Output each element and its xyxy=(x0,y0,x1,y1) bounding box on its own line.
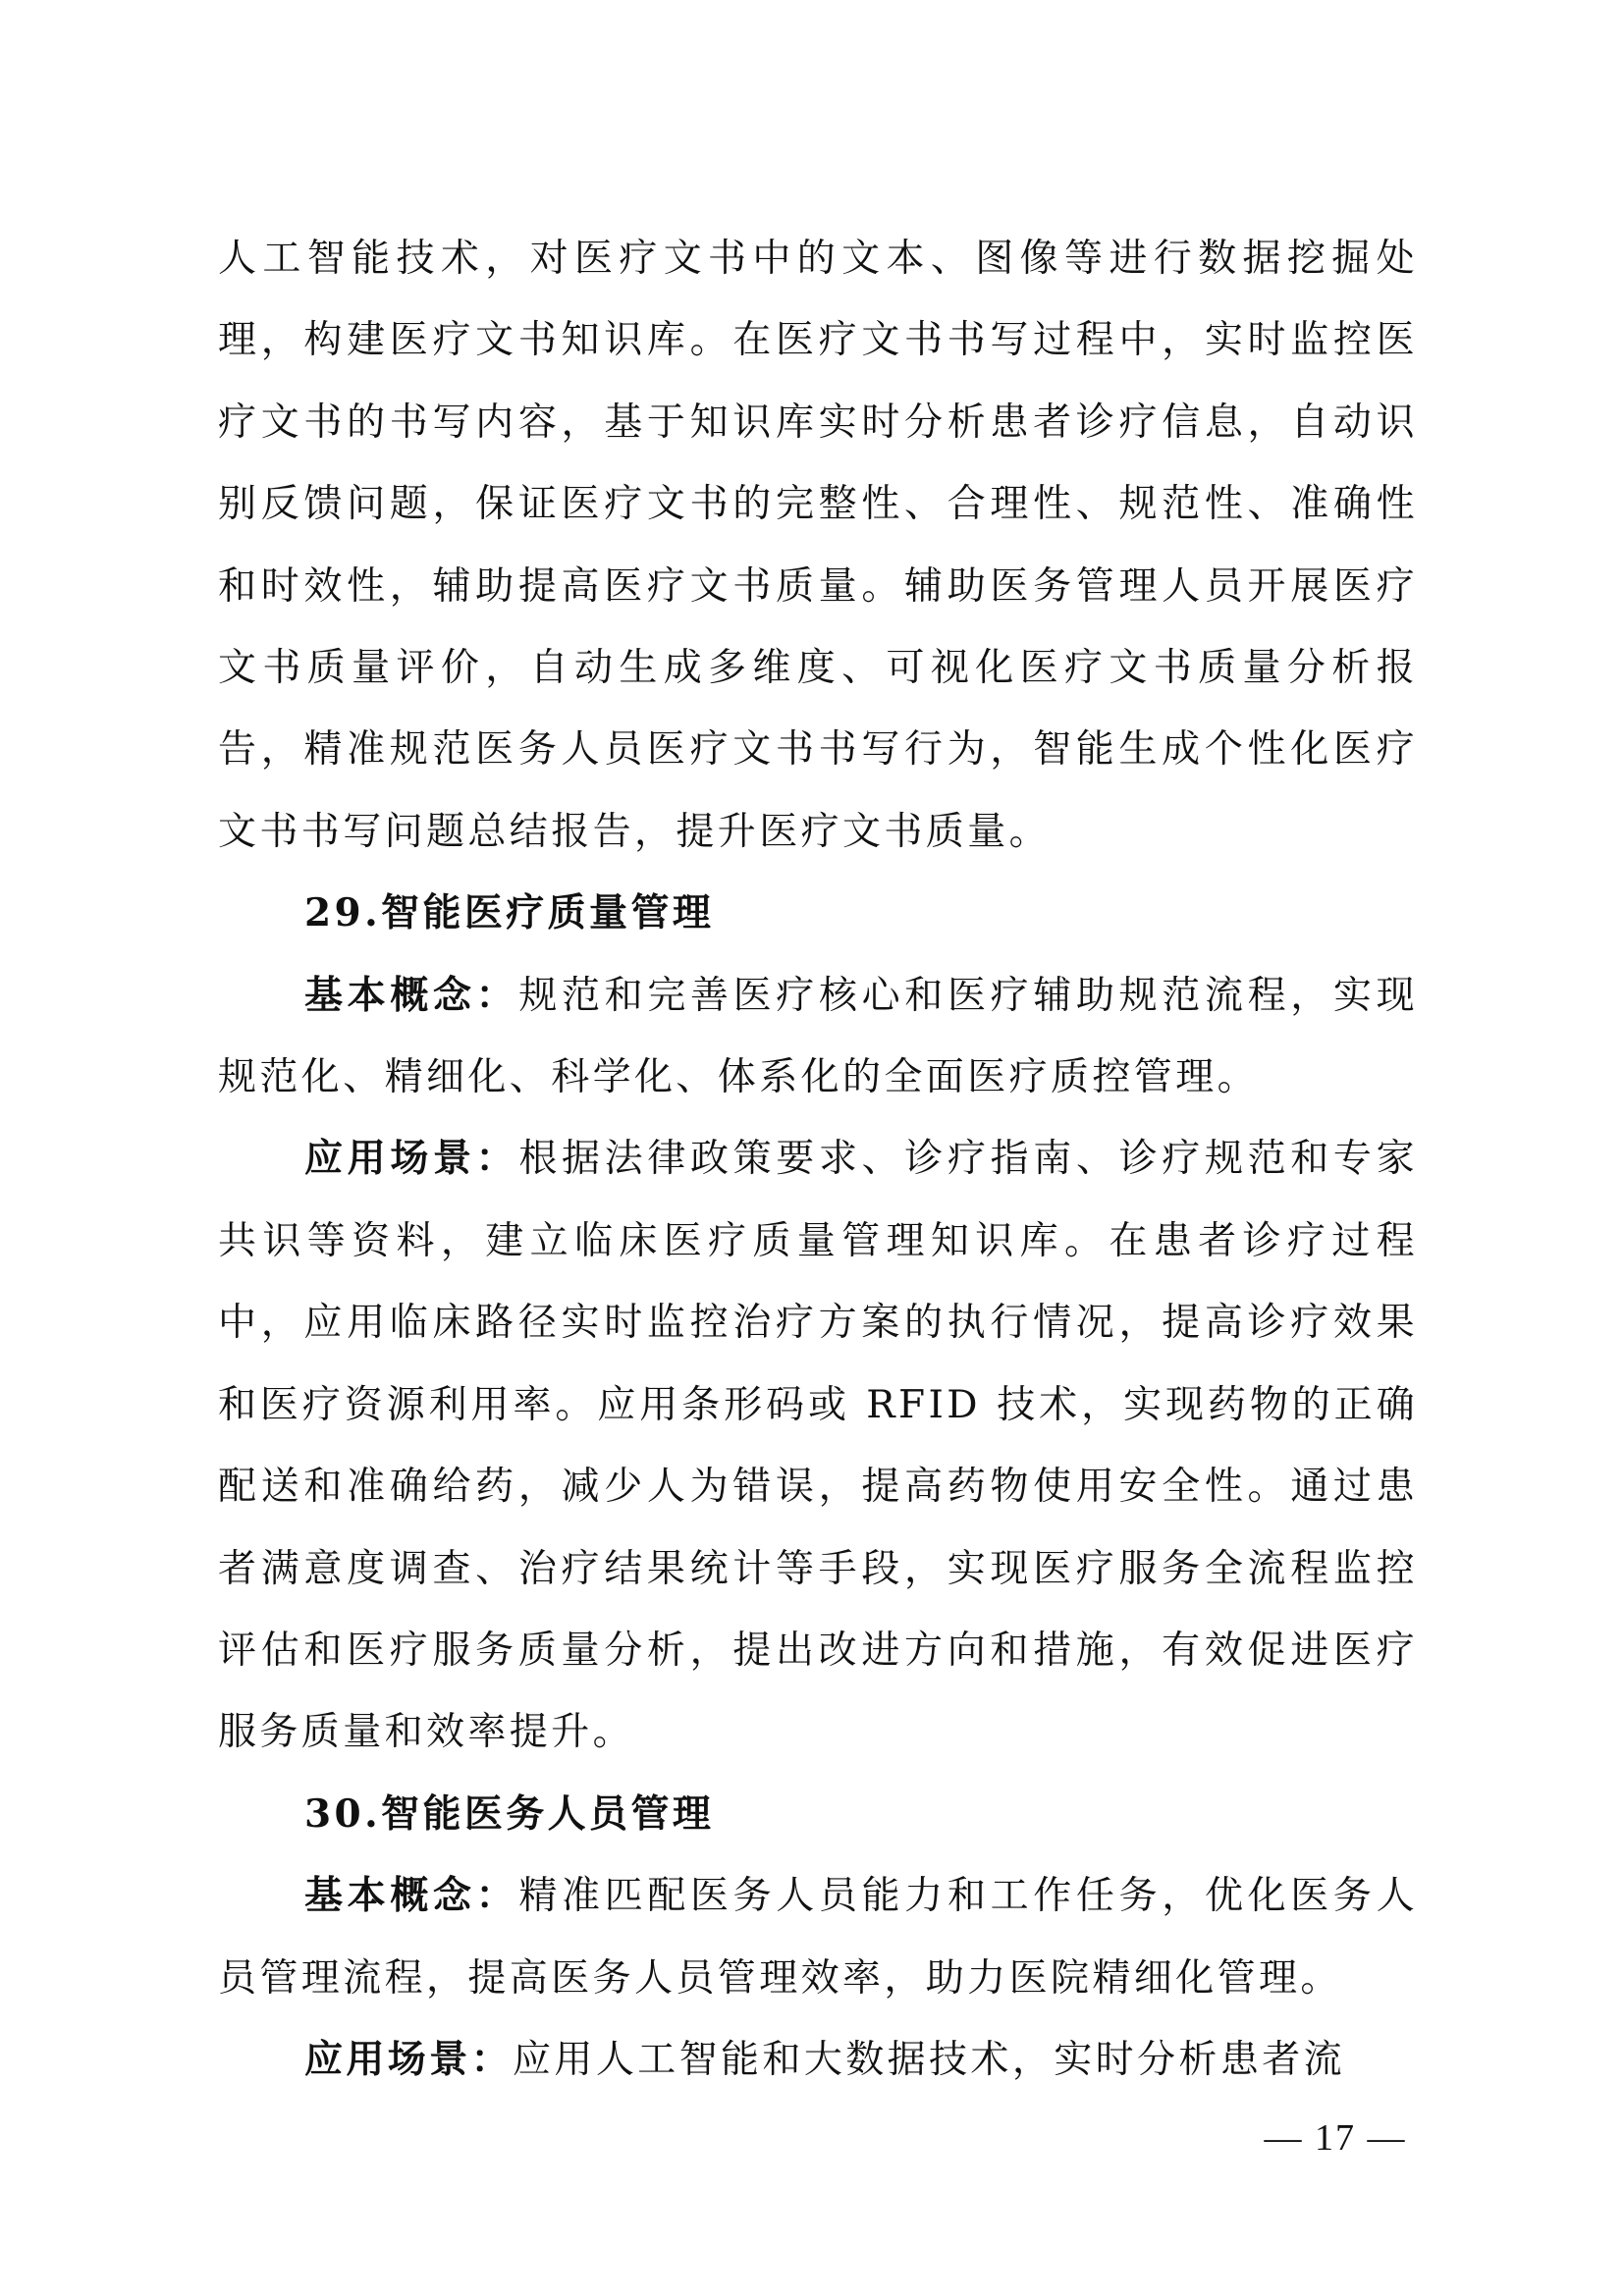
section-30 xyxy=(218,1774,1418,2102)
page-number: — 17 — xyxy=(1264,2117,1407,2159)
concept-text: 精准匹配医务人员能力和工作任务，优化医务人员管理流程，提高医务人员管理效率，助力医院精细化管理。 xyxy=(218,1874,1418,2001)
section-heading: 29.智能医疗质量管理 xyxy=(304,890,715,936)
scenario-term: 应用场景： xyxy=(304,1136,519,1182)
concept-paragraph xyxy=(218,955,1418,1119)
document-page xyxy=(218,218,1418,2101)
concept-term: 基本概念： xyxy=(304,972,519,1018)
continuation-paragraph: 人工智能技术，对医疗文书中的文本、图像等进行数据挖掘处理，构建医疗文书知识库。在医疗文书书写过程中，实时监控医疗文书的书写内容，基于知识库实时分析患者诊疗信息，自动识别反馈问题，保证医疗文书的完整性、合理性、规范性、准确性和时效性，辅助提高医疗文书质量。辅助医务管理人员开展医疗文书质量评价，自动生成多维度、可视化医疗文书质量分析报告，精准规范医务人员医疗文书书写行为，智能生成个性化医疗文书书写问题总结报告，提升医疗文书质量。 xyxy=(218,237,1418,854)
scenario-text: 应用人工智能和大数据技术，实时分析患者流 xyxy=(513,2037,1346,2082)
section-29 xyxy=(218,873,1418,1773)
section-heading: 30.智能医务人员管理 xyxy=(304,1790,715,1837)
scenario-text: 根据法律政策要求、诊疗指南、诊疗规范和专家共识等资料，建立临床医疗质量管理知识库。在患者诊疗过程中，应用临床路径实时监控治疗方案的执行情况，提高诊疗效果和医疗资源利用率。应用条形码或 RFID 技术，实现药物的正确配送和准确给药，减少人为错误，提高药物使用安全性。通过患者满意度调查、治疗结果统计等手段，实现医疗服务全流程监控评估和医疗服务质量分析，提出改进方向和措施，有效促进医疗服务质量和效率提升。 xyxy=(218,1137,1418,1755)
concept-paragraph xyxy=(218,1855,1418,2019)
scenario-paragraph xyxy=(218,2019,1418,2101)
scenario-paragraph xyxy=(218,1118,1418,1773)
concept-term: 基本概念： xyxy=(304,1873,519,1919)
concept-text: 规范和完善医疗核心和医疗辅助规范流程，实现规范化、精细化、科学化、体系化的全面医疗质控管理。 xyxy=(218,973,1418,1100)
scenario-term: 应用场景： xyxy=(304,2036,514,2082)
